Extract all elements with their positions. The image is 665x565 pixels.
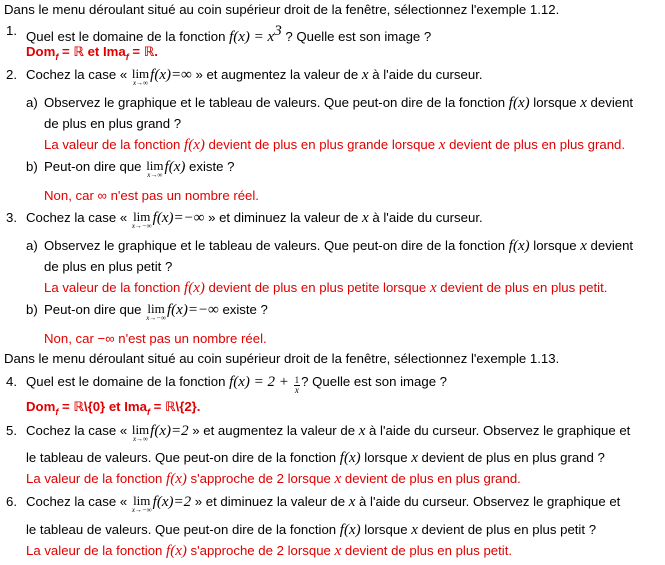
answer-1: Dom$_f$ = ℝ et Ima$_f$ = ℝ. <box>26 44 158 62</box>
limit-symbol: lim x→∞ <box>146 158 164 179</box>
limit-symbol: lim x→−∞ <box>131 209 152 230</box>
limit-symbol: lim x→−∞ <box>131 493 152 514</box>
question-number: 1. <box>6 23 17 38</box>
limit-symbol: lim x→∞ <box>131 66 150 87</box>
question-number: 2. <box>6 67 17 82</box>
math-exponent: 3 <box>274 23 282 39</box>
intro-example-1-13: Dans le menu déroulant situé au coin supérieur droit de la fenêtre, sélectionnez l'exemple 1.13. <box>4 351 560 366</box>
limit-symbol: lim x→∞ <box>131 422 150 443</box>
limit-symbol: lim x→−∞ <box>146 301 167 322</box>
math-expression: f(x)=∞ <box>150 67 192 83</box>
intro-example-1-12: Dans le menu déroulant situé au coin supérieur droit de la fenêtre, sélectionnez l'exemple 1.12. <box>4 2 560 17</box>
answer-6: La valeur de la fonction f(x) s'approche de 2 lorsque x devient de plus en plus petit. <box>26 543 513 559</box>
question-3a-cont: de plus en plus petit ? <box>44 259 173 274</box>
question-2a-cont: de plus en plus grand ? <box>44 116 182 131</box>
answer-2b: Non, car ∞ n'est pas un nombre réel. <box>44 188 259 203</box>
question-5-cont: le tableau de valeurs. Que peut-on dire de la fonction f(x) lorsque x devient de plus en plus grand ? <box>26 450 605 466</box>
question-number: 3. <box>6 210 17 225</box>
question-6-cont: le tableau de valeurs. Que peut-on dire de la fonction f(x) lorsque x devient de plus en plus petit ? <box>26 522 597 538</box>
math-expression: f(x) = x <box>229 29 275 45</box>
answer-3a: La valeur de la fonction f(x) devient de plus en plus petite lorsque x devient de plus en plus petit. <box>44 280 608 296</box>
answer-3b: Non, car −∞ n'est pas un nombre réel. <box>44 331 267 346</box>
fraction: $\frac{1}{x}$ <box>294 375 300 395</box>
sub-label: a) <box>26 95 38 110</box>
question-text: Quel est le domaine de la fonction <box>26 29 230 44</box>
answer-2a: La valeur de la fonction f(x) devient de plus en plus grande lorsque x devient de plus en plus grand. <box>44 137 626 153</box>
answer-5: La valeur de la fonction f(x) s'approche de 2 lorsque x devient de plus en plus grand. <box>26 471 521 487</box>
question-text: ? Quelle est son image ? <box>281 29 432 44</box>
sub-label: b) <box>26 159 38 174</box>
answer-4: Dom$_f$ = ℝ\{0} et Ima$_f$ = ℝ\{2}. <box>26 399 201 417</box>
